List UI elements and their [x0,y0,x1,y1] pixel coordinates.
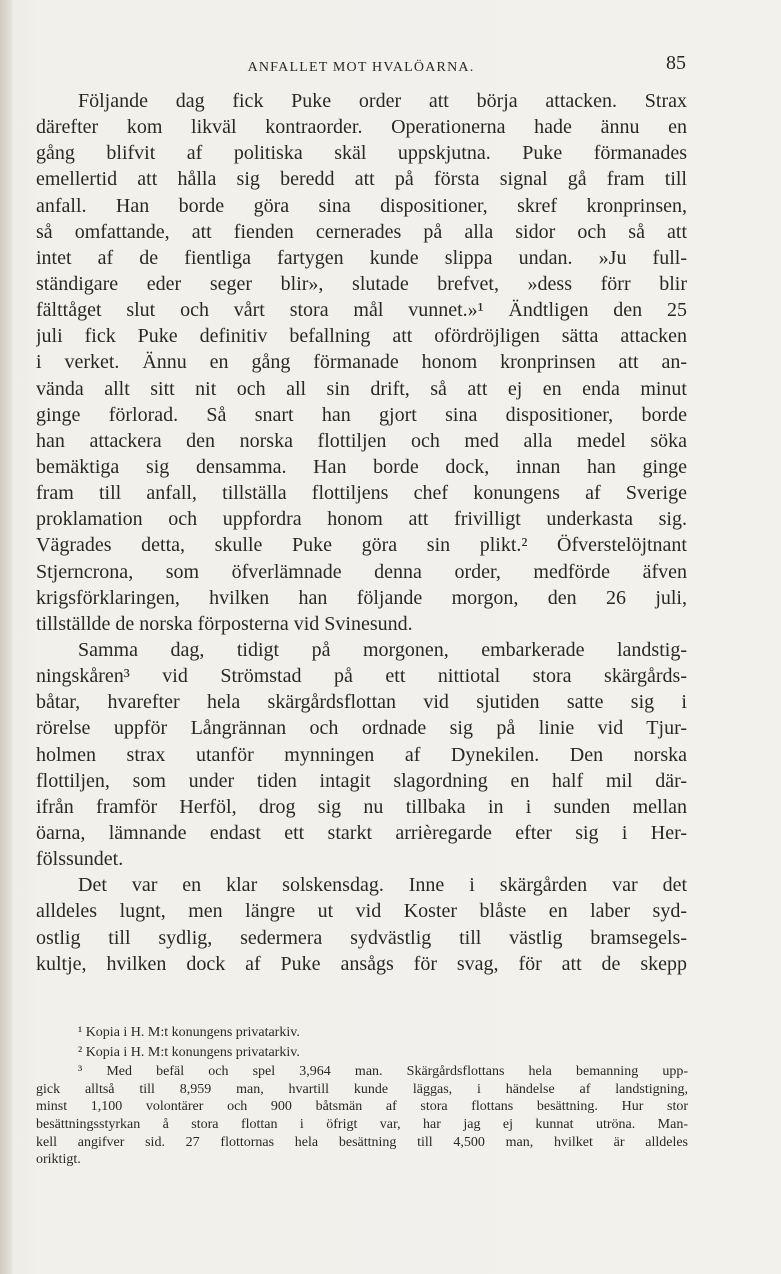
text-line: bemäktiga sig densamma. Han borde dock, innan han ginge [36,455,687,478]
footnote-2: ² Kopia i H. M:t konungens privatarkiv. [78,1044,300,1060]
footnote-3-line: besättningsstyrkan å stora flottan i öfrigt var, har jag ej kunnat utröna. Man- [36,1116,688,1132]
text-line: proklamation och uppfordra honom att frivilligt underkasta sig. [36,508,687,531]
page-number: 85 [666,52,686,74]
text-line: tillställde de norska förposterna vid Svinesund. [36,612,413,635]
text-line: juli fick Puke definitiv befallning att ofördröjligen sätta attacken [36,325,687,348]
text-line: fälttåget slut och vårt stora mål vunnet.»¹ Ändtligen den 25 [36,299,687,322]
text-line: anfall. Han borde göra sina dispositioner, skref kronprinsen, [36,194,687,217]
text-line: Det var en klar solskensdag. Inne i skärgården var det [78,874,687,897]
text-line: Vägrades detta, skulle Puke göra sin plikt.² Öfverstelöjtnant [36,534,687,557]
text-line: emellertid att hålla sig beredd att på första signal gå fram till [36,168,687,191]
text-line: ostlig till sydlig, sedermera sydvästlig till västlig bramsegels- [36,926,687,949]
footnote-3-line: ³ Med befäl och spel 3,964 man. Skärgårdsflottans hela bemanning upp- [78,1064,688,1080]
text-line: holmen strax utanför mynningen af Dynekilen. Den norska [36,743,687,766]
text-line: ningskåren³ vid Strömstad på ett nittiotal stora skärgårds- [36,665,687,688]
text-line: därefter kom likväl kontraorder. Operationerna hade ännu en [36,116,687,139]
footnote-3-line: minst 1,100 volontärer och 900 båtsmän af stora flottans besättning. Hur stor [36,1099,688,1115]
binding-edge [0,0,12,1274]
text-line: Stjerncrona, som öfverlämnade denna order, medförde äfven [36,560,687,583]
text-line: ginge förlorad. Så snart han gjort sina dispositioner, borde [36,403,687,426]
body-text [36,88,687,977]
text-line: ifrån framför Herföl, drog sig nu tillbaka in i sunden mellan [36,795,687,818]
text-line: ständigare eder seger blir», slutade brefvet, »dess förr blir [36,272,687,295]
page-header [36,52,686,80]
text-line: gång blifvit af politiska skäl uppskjutna. Puke förmanades [36,142,687,165]
text-line: kultje, hvilken dock af Puke ansågs för svag, för att de skepp [36,952,687,975]
text-line: flottiljen, som under tiden intagit slagordning en half mil där- [36,769,687,792]
text-line: öarna, lämnande endast ett starkt arrièregarde efter sig i Her- [36,821,687,844]
text-line: båtar, hvarefter hela skärgårdsflottan vid sjutiden satte sig i [36,691,687,714]
text-line: Följande dag fick Puke order att börja attacken. Strax [78,90,687,112]
running-title: ANFALLET MOT HVALÖARNA. [247,60,475,75]
footnote-3-line: kell angifver sid. 27 flottornas hela besättning till 4,500 man, hvilket är alldeles [36,1134,688,1150]
text-line: alldeles lugnt, men längre ut vid Koster blåste en laber syd- [36,900,687,923]
footnote-3-line: gick alltså till 8,959 man, hvartill kunde läggas, i händelse af landstigning, [36,1081,688,1097]
text-line: fram till anfall, tillställa flottiljens chef konungens af Sverige [36,482,687,505]
text-line: Samma dag, tidigt på morgonen, embarkerade landstig- [78,638,687,661]
footnote-3-line: oriktigt. [36,1152,81,1168]
footnotes [36,1024,688,1169]
text-line: krigsförklaringen, hvilken han följande morgon, den 26 juli, [36,586,687,609]
text-line: intet af de fientliga fartygen kunde slippa undan. »Ju full- [36,246,687,269]
text-line: rörelse uppför Långrännan och ordnade sig på linie vid Tjur- [36,717,687,740]
footnote-1: ¹ Kopia i H. M:t konungens privatarkiv. [78,1025,300,1040]
text-line: han attackera den norska flottiljen och med alla medel söka [36,429,687,452]
text-line: så omfattande, att fienden cernerades på alla sidor och så att [36,220,687,243]
text-line: fölssundet. [36,848,124,871]
text-line: vända allt sitt nit och all sin drift, så att ej en enda minut [36,377,687,400]
text-line: i verket. Ännu en gång förmanade honom kronprinsen att an- [36,351,687,374]
